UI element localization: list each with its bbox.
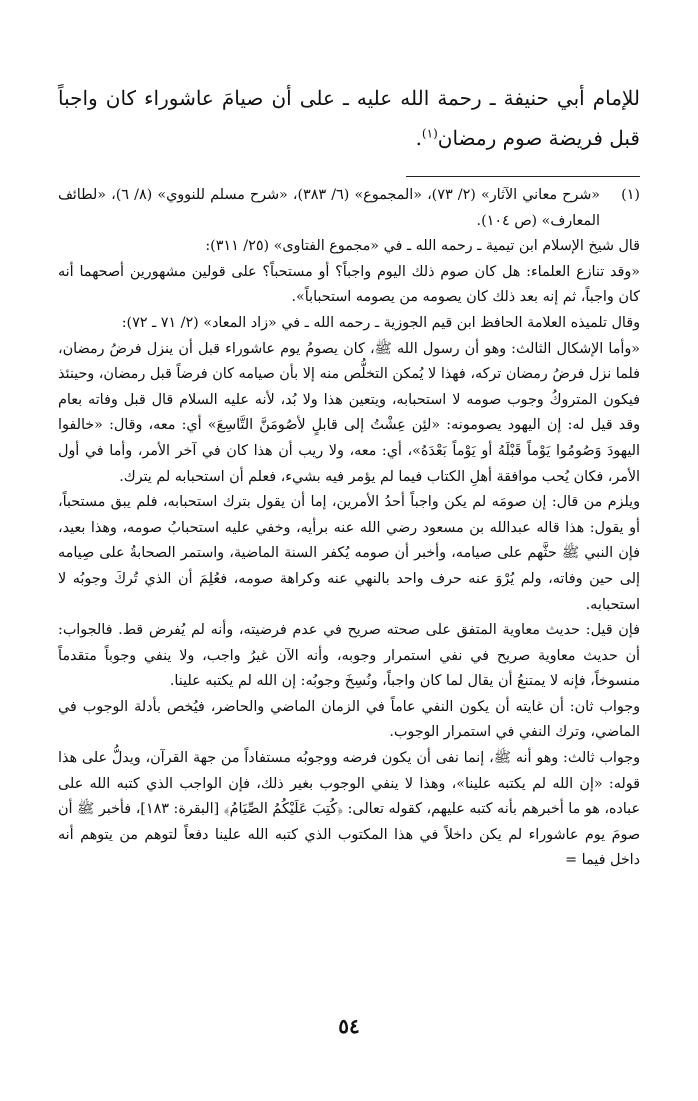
footnote-paragraph-muawiya: فإن قيل: حديث معاوية المتفق على صحته صريح في عدم فرضيته، وأنه لم يُفرض قط. فالجواب: أن حديث معاوية صريح في نفي استمرار وجوبه، وأنه الآن غيرُ واجب، ولا ينفي وجوباً متقدماً منسوخاً، فإنه لا يمتنعُ أن يقال لما كان واجباً، ونُسِخَ وجوبُه: إن الله لم يكتبه علينا. [58,622,640,690]
page-number: ٥٤ [338,1014,360,1038]
footnote-separator [406,176,640,177]
footnote-paragraph-obligation: ويلزم من قال: إن صومَه لم يكن واجباً أحدُ الأمرين، إما أن يقول بترك استحبابه، فلم يبق مستحباً، أو يقول: هذا قاله عبدالله بن مسعود رضي الله عنه برأيه، وخفي عليه استحبابُ صومه، وهذا بعيد، فإن النبي ﷺ حثَّهم على صيامه، وأخبر أن صومه يُكفر السنة الماضية، واستمر الصحابةُ على صِيامه إلى حين وفاته، ولم يُرْوَ عنه حرف واحد بالنهي عنه وكراهة صومه، فعُلِمَ أن الذي تُركَ وجوبُه لا استحبابه. [58,494,640,613]
footnote-references: «شرح معاني الآثار» (٢/ ٧٣)، «المجموع» (٦/ ٣٨٣)، «شرح مسلم للنووي» (٨/ ٦)، «لطائف المعارف» (ص ١٠٤). [58,187,600,229]
footnote-paragraph-ibn-taymiyyah-quote: «وقد تنازع العلماء: هل كان صوم ذلك اليوم واجباً؟ أو مستحباً؟ على قولين مشهورين أصحهما أنه كان واجباً، ثم إنه بعد ذلك كان يصومه من يصومه استحباباً». [58,263,640,306]
footnote-number: (١) [621,187,640,203]
main-paragraph [58,78,640,158]
footnote-paragraph-ibn-qayyim-intro: وقال تلميذه العلامة الحافظ ابن قيم الجوزية ـ رحمه الله ـ في «زاد المعاد» (٢/ ٧١ ـ ٧٢): [121,314,640,331]
footnote-paragraph-ibn-taymiyyah-intro: قال شيخ الإسلام ابن تيمية ـ رحمه الله ـ في «مجموع الفتاوى» (٢٥/ ٣١١): [205,238,640,255]
footnote-marker: (١) [421,126,438,141]
main-text: للإمام أبي حنيفة ـ رحمة الله عليه ـ على أن صيامَ عاشوراء كان واجباً قبل فريضة صوم رمضان [58,86,640,150]
footnote-1 [58,183,640,234]
footnote-paragraph-third-answer: وجواب ثالث: وهو أنه ﷺ، إنما نفى أن يكون فرضه ووجوبُه مستفاداً من جهة القرآن، ويدلُّ على هذا قوله: «إن الله لم يكتبه علينا»، وهذا لا ينفي الوجوب بغير ذلك، فإن الواجب الذي كتبه الله على عباده، هو ما أخبرهم بأنه كتبه عليهم، كقوله تعالى: ﴿كُتِبَ عَلَيْكُمُ الصِّيَامُ﴾ [البقرة: ١٨٣]، فأخبر ﷺ أن صومَ يوم عاشوراء لم يكن داخلاً في هذا المكتوب الذي كتبه الله علينا دفعاً لتوهم من يتوهم أنه داخل فيما = [58,750,640,869]
footnotes [58,183,640,874]
footnote-paragraph-third-problem: «وأما الإشكال الثالث: وهو أن رسول الله ﷺ، كان يصومُ يوم عاشوراء قبل أن ينزل فرضُ رمضان، فلما نزل فرضُ رمضان تركه، فهذا لا يُمكن التخلُّص منه إلا بأن صيامه كان فرضاً قبل رمضان، وحينئذ فيكون المتروكُ وجوب صومه لا استحبابه، ويتعين هذا ولا بُد، لأنه عليه السلام قال قبل وفاته بعام وقد قيل له: إن اليهود يصومونه: «لئِن عِشْتُ إلى قابلٍ لأصُومَنَّ التَّاسِعَ» أي: معه، وقال: «خالفوا اليهودَ وَصُومُوا يَوْماً قَبْلَهُ أو يَوْماً بَعْدَهُ»، أي: معه، ولا ريب أن هذا كان في آخر الأمر، وأما في أول الأمر، فكان يُحب موافقة أهلِ الكتاب فيما لم يؤمر فيه بشيء، فعلم أن استحبابه لم يترك. [58,340,640,485]
footnote-paragraph-second-answer: وجواب ثان: أن غايته أن يكون النفي عاماً في الزمان الماضي والحاضر، فيُخص بأدلة الوجوب في الماضي، وترك النفي في استمرار الوجوب. [58,698,640,741]
main-text-end: . [415,126,422,150]
